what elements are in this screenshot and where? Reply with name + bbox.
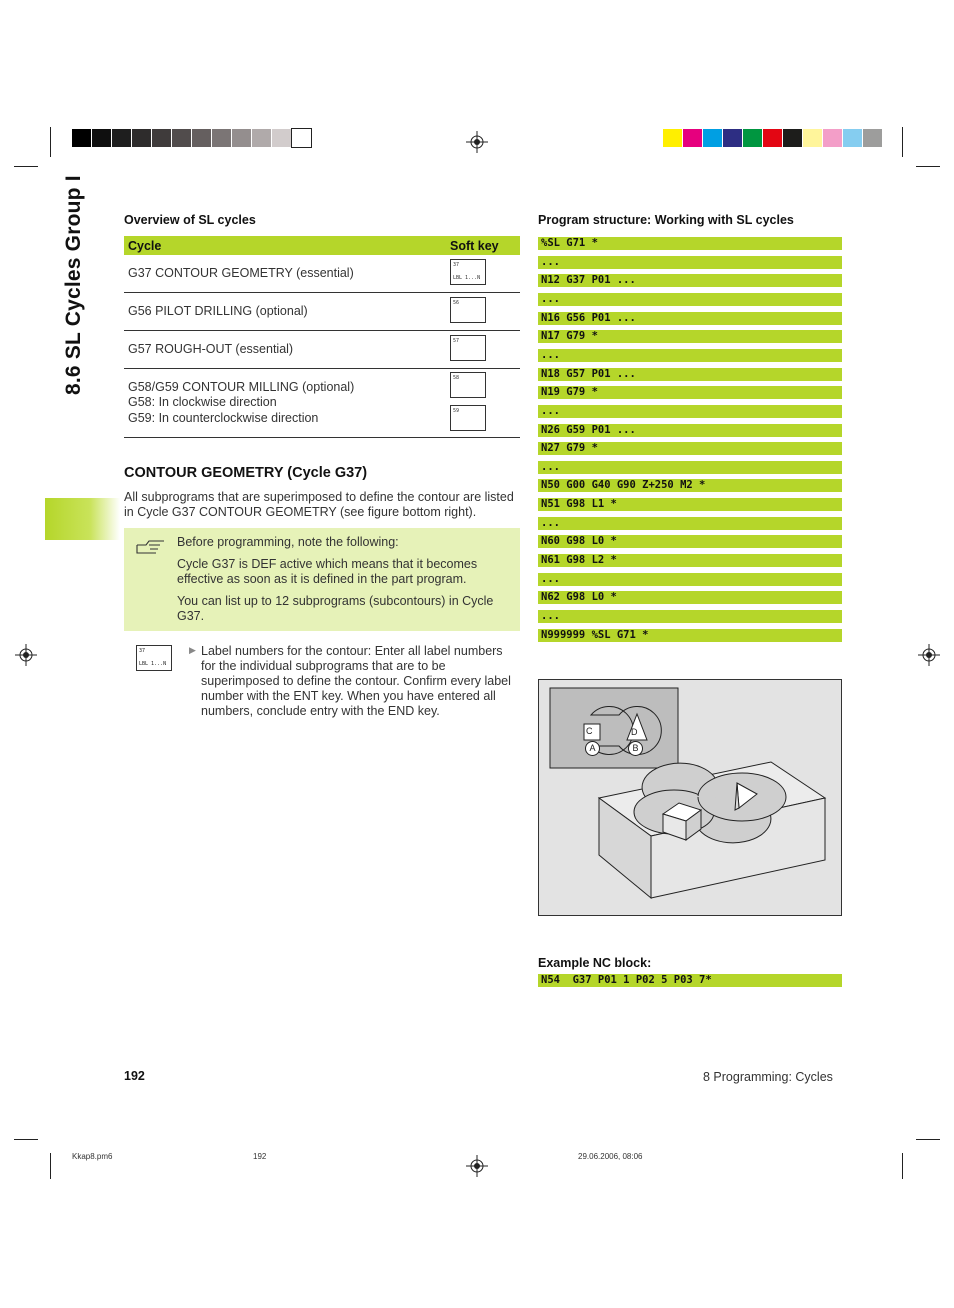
code-line: N27 G79 *	[538, 442, 842, 455]
registration-mark-icon	[466, 131, 488, 153]
cycle-text: G59: In counterclockwise direction	[128, 410, 319, 425]
figure-label-c: C	[586, 726, 593, 736]
color-swatch	[683, 129, 702, 147]
crop-mark	[14, 1139, 38, 1140]
code-line: ...	[538, 349, 842, 362]
figure-label-b: B	[628, 741, 643, 756]
crop-mark	[902, 1153, 903, 1179]
cycle-cell	[124, 255, 446, 293]
code-line: N61 G98 L2 *	[538, 554, 842, 567]
column-header-softkey: Soft key	[446, 236, 520, 255]
crop-mark	[916, 166, 940, 167]
softkey-number: 57	[453, 338, 460, 344]
table-row	[124, 369, 520, 438]
color-swatch	[152, 129, 171, 147]
section-side-title: 8.6 SL Cycles Group I	[62, 175, 85, 395]
color-swatch	[803, 129, 822, 147]
color-swatch	[663, 129, 682, 147]
code-line: ...	[538, 405, 842, 418]
code-line: ...	[538, 610, 842, 623]
step-arrow-icon: ▶	[189, 645, 196, 655]
cycle-text: G58/G59 CONTOUR MILLING (optional)	[128, 379, 355, 394]
overview-heading: Overview of SL cycles	[124, 213, 256, 227]
note-text-3: You can list up to 12 subprograms (subcontours) in Cycle G37.	[177, 594, 494, 623]
code-line: N51 G98 L1 *	[538, 498, 842, 511]
code-line: N19 G79 *	[538, 386, 842, 399]
color-swatch	[863, 129, 882, 147]
cycle-cell	[124, 293, 446, 331]
code-line: N17 G79 *	[538, 330, 842, 343]
code-line: ...	[538, 293, 842, 306]
crop-mark	[50, 1153, 51, 1179]
cycle-text: G37 CONTOUR GEOMETRY (essential)	[128, 265, 354, 280]
softkey-caption: LBL 1...N	[453, 275, 481, 281]
pointing-hand-icon	[136, 538, 166, 556]
code-line: N50 G00 G40 G90 Z+250 M2 *	[538, 479, 842, 492]
section-heading: CONTOUR GEOMETRY (Cycle G37)	[124, 465, 368, 481]
example-heading: Example NC block:	[538, 956, 652, 970]
softkey-59[interactable]	[450, 405, 486, 431]
softkey-number: 59	[453, 408, 460, 414]
table-row	[124, 293, 520, 331]
color-swatch	[823, 129, 842, 147]
color-swatch	[232, 129, 251, 147]
code-line: N62 G98 L0 *	[538, 591, 842, 604]
crop-mark	[50, 127, 51, 157]
code-line: N18 G57 P01 ...	[538, 368, 842, 381]
color-swatch	[723, 129, 742, 147]
color-swatch	[703, 129, 722, 147]
program-heading: Program structure: Working with SL cycles	[538, 213, 794, 227]
cycle-overview-table	[124, 236, 520, 438]
softkey-number: 37	[139, 648, 146, 654]
section-tab-marker	[45, 498, 120, 540]
slug-file: Kkap8.pm6	[72, 1152, 113, 1161]
color-swatch	[743, 129, 762, 147]
intro-paragraph: All subprograms that are superimposed to define the contour are listed in Cycle G37 CONTOUR GEOMETRY (see figure bottom right).	[124, 490, 514, 519]
step-text: Label numbers for the contour: Enter all label numbers for the individual subprograms that are to be superimposed to define the contour. Confirm every label number with the ENT key. When you have entered all numbers, conclude entry with the END key.	[201, 644, 511, 718]
color-swatch	[292, 129, 311, 147]
example-code: N54 G37 P01 1 P02 5 P03 7*	[538, 974, 842, 987]
code-line: ...	[538, 256, 842, 269]
softkey-cell	[446, 293, 520, 331]
cycle-text: G57 ROUGH-OUT (essential)	[128, 341, 294, 356]
figure-label-a: A	[585, 741, 600, 756]
color-swatch	[112, 129, 131, 147]
softkey-cell	[446, 331, 520, 369]
crop-mark	[902, 127, 903, 157]
code-line: %SL G71 *	[538, 237, 842, 250]
code-line: ...	[538, 517, 842, 530]
table-row	[124, 255, 520, 293]
registration-mark-icon	[15, 644, 37, 666]
cycle-cell	[124, 331, 446, 369]
cycle-text: G58: In clockwise direction	[128, 395, 277, 410]
contour-illustration	[539, 680, 841, 915]
color-swatch	[132, 129, 151, 147]
crop-mark	[916, 1139, 940, 1140]
registration-mark-icon	[918, 644, 940, 666]
slug-date: 29.06.2006, 08:06	[578, 1152, 643, 1161]
code-line: N12 G37 P01 ...	[538, 274, 842, 287]
code-line: N16 G56 P01 ...	[538, 312, 842, 325]
softkey-cell	[446, 369, 520, 438]
color-swatch	[192, 129, 211, 147]
color-swatch	[763, 129, 782, 147]
chapter-footer: 8 Programming: Cycles	[703, 1070, 833, 1084]
note-text-1: Before programming, note the following:	[177, 535, 399, 549]
code-line: N999999 %SL G71 *	[538, 629, 842, 642]
softkey-number: 58	[453, 375, 460, 381]
cycle-text: G56 PILOT DRILLING (optional)	[128, 303, 308, 318]
registration-mark-icon	[466, 1155, 488, 1177]
column-header-cycle: Cycle	[124, 236, 446, 255]
softkey-cell	[446, 255, 520, 293]
crop-mark	[14, 166, 38, 167]
page-number: 192	[124, 1069, 145, 1083]
color-swatch	[92, 129, 111, 147]
softkey-number: 37	[453, 262, 460, 268]
code-line: ...	[538, 573, 842, 586]
softkey-56[interactable]	[450, 297, 486, 323]
code-line: N60 G98 L0 *	[538, 535, 842, 548]
note-text-2: Cycle G37 is DEF active which means that it becomes effective as soon as it is defined in the part program.	[177, 557, 478, 586]
code-line: ...	[538, 461, 842, 474]
cycle-cell	[124, 369, 446, 438]
code-line: N26 G59 P01 ...	[538, 424, 842, 437]
figure-label-d: D	[631, 727, 638, 737]
contour-figure	[538, 679, 842, 916]
color-swatch	[272, 129, 291, 147]
note-box	[124, 528, 520, 631]
table-row	[124, 331, 520, 369]
softkey-58[interactable]	[450, 372, 486, 398]
color-swatch	[783, 129, 802, 147]
softkey-g37-label[interactable]	[136, 645, 172, 671]
softkey-37[interactable]	[450, 259, 486, 285]
color-swatch	[252, 129, 271, 147]
softkey-number: 56	[453, 300, 460, 306]
softkey-57[interactable]	[450, 335, 486, 361]
color-swatch	[172, 129, 191, 147]
slug-page: 192	[253, 1152, 267, 1161]
color-swatch	[843, 129, 862, 147]
softkey-caption: LBL 1...N	[139, 661, 167, 667]
color-swatch	[212, 129, 231, 147]
color-swatch	[72, 129, 91, 147]
